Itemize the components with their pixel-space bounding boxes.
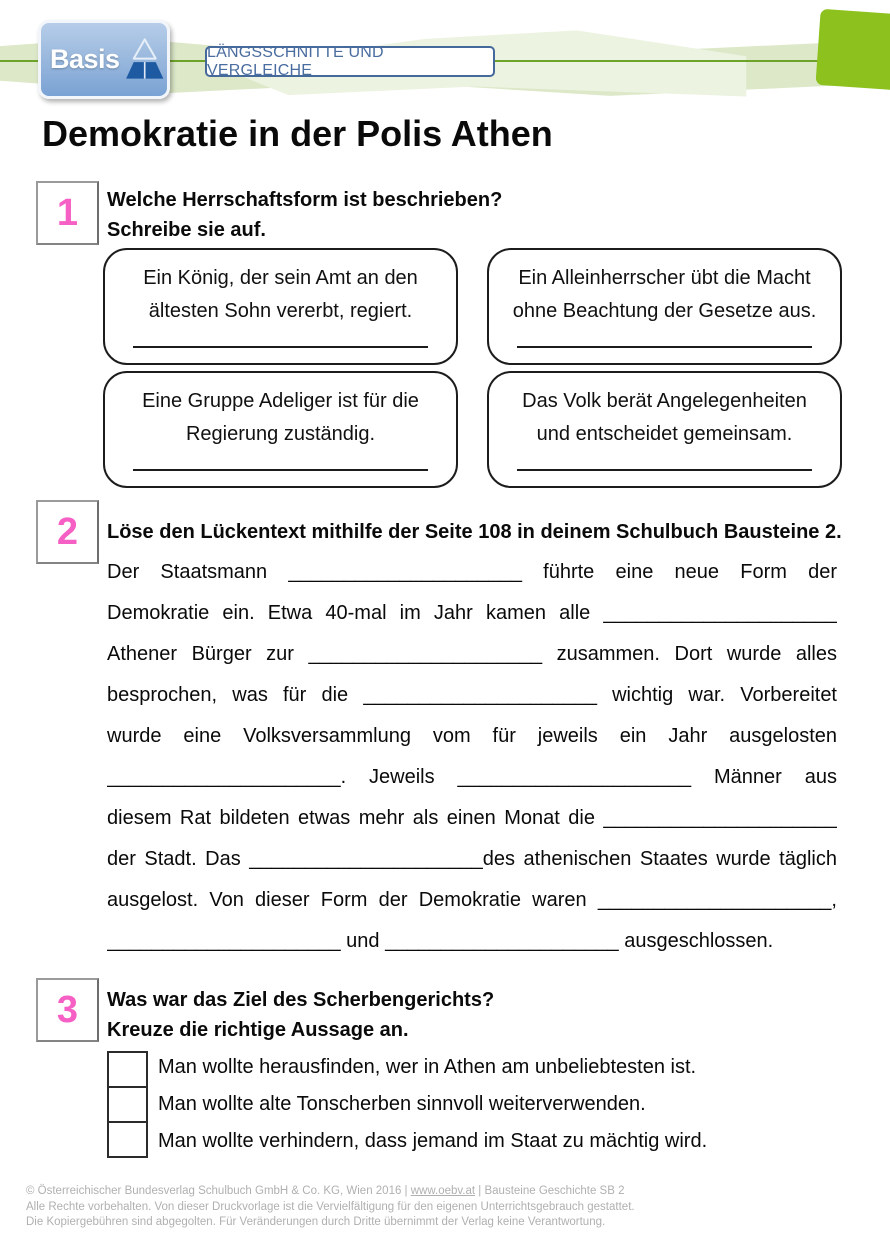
task2-number-badge: 2 — [36, 500, 99, 564]
cloze-text — [107, 552, 837, 962]
answer-line[interactable] — [133, 346, 428, 348]
footer-line1 — [26, 1184, 635, 1200]
task3-number-badge: 3 — [36, 978, 99, 1042]
basis-logo — [38, 20, 170, 99]
statement-text: Ein Alleinherrscher übt die Macht — [518, 267, 811, 289]
statement-box-tyranny — [487, 248, 842, 365]
cloze-line: Der Staatsmann _____________________ führte eine neue Form der — [107, 561, 837, 583]
cloze-line: Athener Bürger zur _____________________ zusammen. Dort wurde alles — [107, 643, 837, 665]
answer-line[interactable] — [133, 469, 428, 471]
footer-copyright-text: © Österreichischer Bundesverlag Schulbuch GmbH & Co. KG, Wien 2016 | — [26, 1185, 411, 1197]
cloze-line: _____________________ und _____________________ ausgeschlossen. — [107, 930, 774, 952]
statement-text: Regierung zuständig. — [185, 423, 375, 445]
task1-instruction-line2: Schreibe sie auf. — [107, 219, 266, 241]
oebv-link[interactable]: www.oebv.at — [410, 1185, 476, 1197]
statement-text: Ein König, der sein Amt an den — [143, 267, 418, 289]
cloze-line: ausgelost. Von dieser Form der Demokratie waren _____________________, — [107, 889, 837, 911]
task1-number-badge: 1 — [36, 181, 99, 245]
corner-accent-shape — [815, 9, 890, 91]
cloze-line: der Stadt. Das _____________________des athenischen Staates wurde täglich — [107, 848, 837, 870]
checkbox-option-2[interactable] — [107, 1086, 148, 1123]
series-banner: LÄNGSSCHNITTE UND VERGLEICHE — [205, 46, 495, 77]
option-label-2: Man wollte alte Tonscherben sinnvoll weiterverwenden. — [158, 1093, 646, 1115]
cloze-line: besprochen, was für die _____________________ wichtig war. Vorbereitet — [107, 684, 837, 706]
footer-line3: Die Kopiergebühren sind abgegolten. Für Veränderungen durch Dritte übernimmt der Verlag keine Verantwortung. — [26, 1216, 606, 1228]
cloze-line: wurde eine Volksversammlung vom für jeweils ein Jahr ausgelosten — [107, 725, 837, 747]
task3-instruction-line2: Kreuze die richtige Aussage an. — [107, 1019, 409, 1041]
page-title: Demokratie in der Polis Athen — [42, 113, 553, 154]
cloze-line: _____________________. Jeweils _____________________ Männer aus — [107, 766, 837, 788]
cloze-line: diesem Rat bildeten etwas mehr als einen Monat die _____________________ — [107, 807, 837, 829]
statement-text: Das Volk berät Angelegenheiten — [522, 390, 807, 412]
statement-box-aristocracy — [103, 371, 458, 488]
statement-text: ohne Beachtung der Gesetze aus. — [512, 300, 817, 322]
task2-instruction: Löse den Lückentext mithilfe der Seite 108 in deinem Schulbuch Bausteine 2. — [107, 521, 842, 543]
footer-line2: Alle Rechte vorbehalten. Von dieser Druckvorlage ist die Vervielfältigung für den eigenen Unterrichtsgebrauch gestattet. — [26, 1200, 635, 1213]
task3-instruction-line1: Was war das Ziel des Scherbengerichts? — [107, 989, 495, 1011]
statement-box-monarchy — [103, 248, 458, 365]
checkbox-option-1[interactable] — [107, 1051, 148, 1088]
footer-series-text: | Bausteine Geschichte SB 2 — [475, 1185, 625, 1197]
statement-text: Eine Gruppe Adeliger ist für die — [142, 390, 419, 412]
checkbox-option-3[interactable] — [107, 1121, 148, 1158]
task1-instruction — [107, 185, 502, 245]
statement-text: und entscheidet gemeinsam. — [536, 423, 793, 445]
answer-line[interactable] — [517, 469, 812, 471]
statement-text: ältesten Sohn vererbt, regiert. — [148, 300, 413, 322]
task3-instruction — [107, 985, 494, 1045]
answer-line[interactable] — [517, 346, 812, 348]
task1-instruction-line1: Welche Herrschaftsform ist beschrieben? — [107, 189, 503, 211]
statement-box-democracy — [487, 371, 842, 488]
cloze-line: Demokratie ein. Etwa 40-mal im Jahr kamen alle _____________________ — [107, 602, 837, 624]
footer — [26, 1184, 635, 1231]
logo-text: Basis — [50, 44, 120, 74]
option-label-1: Man wollte herausfinden, wer in Athen am unbeliebtesten ist. — [158, 1056, 697, 1078]
pyramid-icon — [122, 29, 167, 91]
option-label-3: Man wollte verhindern, dass jemand im Staat zu mächtig wird. — [158, 1130, 708, 1152]
checkbox-column — [107, 1051, 148, 1158]
